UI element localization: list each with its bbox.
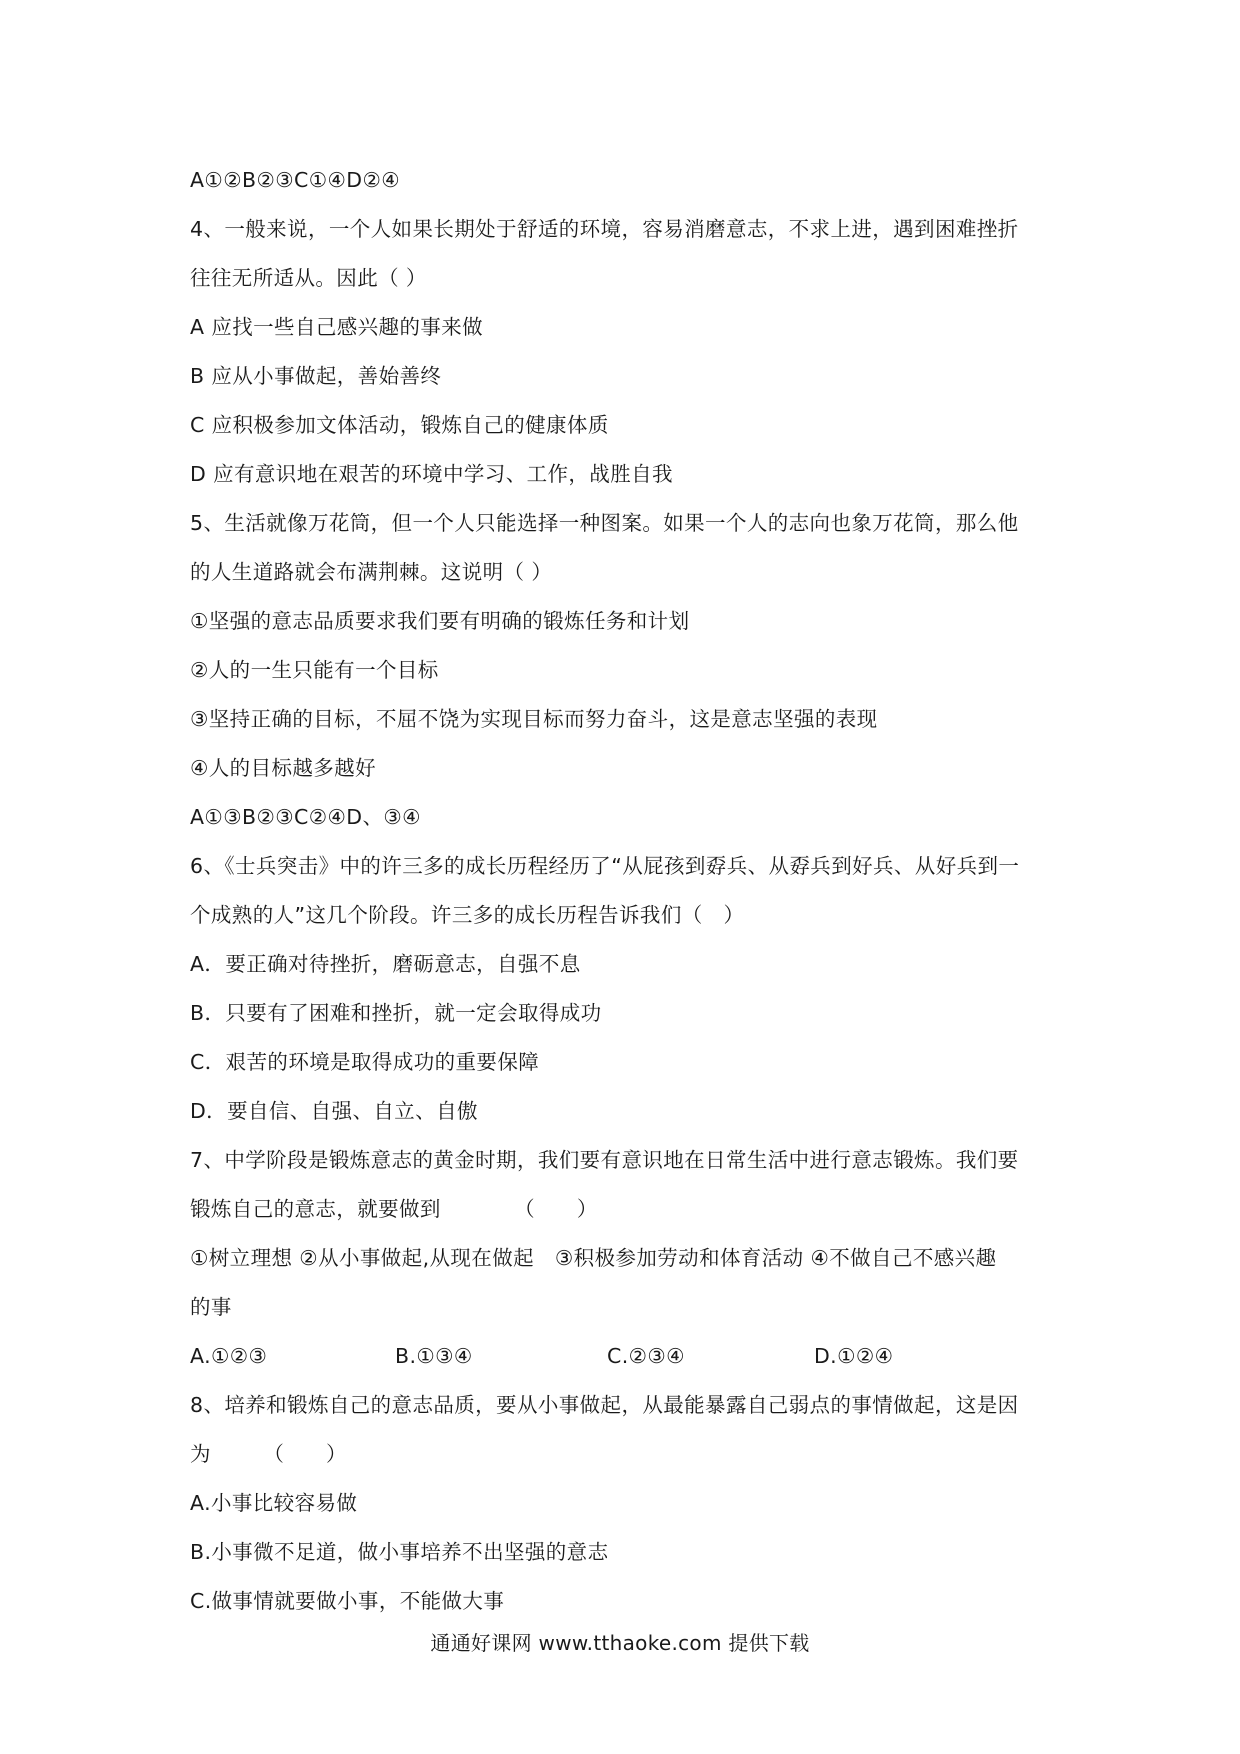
q5-stem-line-1: 5、生活就像万花筒，但一个人只能选择一种图案。如果一个人的志向也象万花筒，那么他 (190, 511, 1019, 535)
q8-option-c: C.做事情就要做小事，不能做大事 (190, 1589, 505, 1613)
q7-statements-line-1: ①树立理想 ②从小事做起,从现在做起 ③积极参加劳动和体育活动 ④不做自己不感兴趣 (190, 1246, 997, 1270)
q7-option-d: D.①②④ (814, 1344, 894, 1368)
q6-option-c: C．艰苦的环境是取得成功的重要保障 (190, 1050, 540, 1074)
q7-options (190, 1332, 1070, 1381)
q8-stem-line-2: 为 （ ） (190, 1442, 347, 1466)
q5-statement-1: ①坚强的意志品质要求我们要有明确的锻炼任务和计划 (190, 609, 690, 633)
q5-stem-line-2: 的人生道路就会布满荆棘。这说明（ ） (190, 560, 553, 584)
q6-stem-line-1: 6、《士兵突击》中的许三多的成长历程经历了“从屁孩到孬兵、从孬兵到好兵、从好兵到一 (190, 854, 1020, 878)
q7-stem-line-2: 锻炼自己的意志，就要做到 （ ） (190, 1197, 598, 1221)
q8-option-a: A.小事比较容易做 (190, 1491, 358, 1515)
q4-option-a: A 应找一些自己感兴趣的事来做 (190, 315, 484, 339)
q8-option-b: B.小事微不足道，做小事培养不出坚强的意志 (190, 1540, 609, 1564)
q7-option-b: B.①③④ (395, 1344, 473, 1368)
q4-option-c: C 应积极参加文体活动，锻炼自己的健康体质 (190, 413, 609, 437)
q6-stem-line-2: 个成熟的人”这几个阶段。许三多的成长历程告诉我们（ ） (190, 903, 745, 927)
q4-stem-line-2: 往往无所适从。因此（ ） (190, 266, 427, 290)
q4-option-d: D 应有意识地在艰苦的环境中学习、工作，战胜自我 (190, 462, 673, 486)
q7-option-a: A.①②③ (190, 1344, 268, 1368)
q8-stem-line-1: 8、培养和锻炼自己的意志品质，要从小事做起，从最能暴露自己弱点的事情做起，这是因 (190, 1393, 1019, 1417)
q4-option-b: B 应从小事做起，善始善终 (190, 364, 442, 388)
question-content (190, 156, 1070, 1626)
q7-statements-line-2: 的事 (190, 1295, 232, 1319)
q7-stem-line-1: 7、中学阶段是锻炼意志的黄金时期，我们要有意识地在日常生活中进行意志锻炼。我们要 (190, 1148, 1019, 1172)
q5-statement-2: ②人的一生只能有一个目标 (190, 658, 439, 682)
page-footer: 通通好课网 www.tthaoke.com 提供下载 (430, 1631, 810, 1655)
q7-option-c: C.②③④ (607, 1344, 685, 1368)
q6-option-a: A．要正确对待挫折，磨砺意志，自强不息 (190, 952, 581, 976)
q5-statement-4: ④人的目标越多越好 (190, 756, 376, 780)
q5-statement-3: ③坚持正确的目标，不屈不饶为实现目标而努力奋斗，这是意志坚强的表现 (190, 707, 878, 731)
q5-options: A①③B②③C②④D、③④ (190, 805, 421, 829)
q4-stem-line-1: 4、一般来说，一个人如果长期处于舒适的环境，容易消磨意志，不求上进，遇到困难挫折 (190, 217, 1019, 241)
q6-option-b: B．只要有了困难和挫折，就一定会取得成功 (190, 1001, 602, 1025)
q6-option-d: D．要自信、自强、自立、自傲 (190, 1099, 478, 1123)
q3-options: A①②B②③C①④D②④ (190, 168, 401, 192)
